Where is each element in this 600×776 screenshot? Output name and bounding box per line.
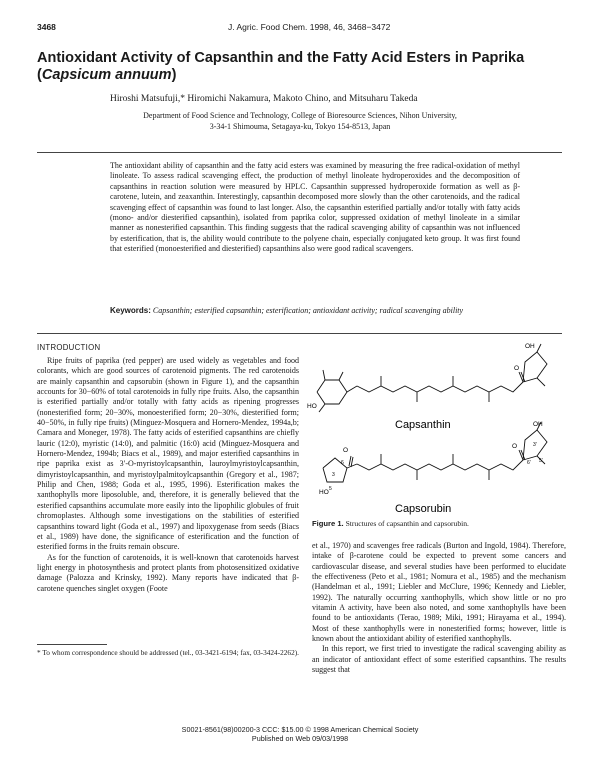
journal-citation: J. Agric. Food Chem. 1998, 46, 3468−3472 (228, 22, 391, 32)
atom-number-5: 5 (329, 486, 332, 492)
capsorubin-o-left-label: O (343, 447, 349, 454)
abstract-bottom-rule (37, 333, 562, 334)
figure-structures (305, 340, 570, 515)
right-column (312, 541, 566, 675)
introduction-heading: INTRODUCTION (37, 343, 101, 352)
atom-number-3-prime: 3′ (533, 442, 537, 448)
capsanthin-structure (317, 344, 547, 412)
capsanthin-oh-label: OH (525, 343, 535, 350)
figure-caption-label: Figure 1. (312, 519, 344, 528)
capsorubin-label: Capsorubin (395, 503, 452, 515)
affiliation-line-1: Department of Food Science and Technology, College of Bioresource Sciences, Nihon University, (143, 111, 457, 120)
keywords-text: Capsanthin; esterified capsanthin; esterification; antioxidant activity; radical scavenging ability (152, 306, 464, 315)
atom-number-5-prime: 5′ (539, 458, 543, 464)
capsanthin-o-label: O (514, 365, 520, 372)
atom-number-3: 3 (332, 472, 335, 478)
right-paragraph-1: et al., 1970) and scavenges free radicals (Burton and Ingold, 1984). Therefore, intake of β-carotene could be expected to prevent some cancers and cardiovascular disease, and several studies have been performed to elucidate the effectiveness (Peto et al., 1981; Nomura et al., 1985) and the mechanism (Handelman et al., 1991; Liebler and McClure, 1996; Kennedy and Liebler, 1992). The naturally occurring xanthophylls, which show little or no pro vitamin A activity, have been also noted, and some xanthophylls have been found to be antioxidants (Terao, 1989; Miki, 1991; Hirayama et al., 1994). Most of these xanthophylls were in nonesterified forms; however, little is known about the antioxidant ability of esterified xanthophylls. (312, 541, 566, 644)
affiliation-line-2: 3-34-1 Shimouma, Setagaya-ku, Tokyo 154-8513, Japan (209, 121, 391, 131)
title-main: Antioxidant Activity of Capsanthin and the Fatty Acid Esters in Paprika ( (37, 50, 525, 83)
intro-paragraph-2: As for the function of carotenoids, it is well-known that carotenoids harvest light energy in photosynthesis and protect plants from photosensitized oxidative damage (Palozza and Krinsky, 1992). Many reports have indicated that β-carotene quenches singlet oxygen (Foote (37, 552, 299, 593)
title-end: ) (171, 67, 177, 83)
footnote-rule (37, 644, 107, 645)
footer-line-1: S0021-8561(98)00200-3 CCC: $15.00 © 1998 American Chemical Society (181, 725, 419, 734)
article-title (37, 50, 567, 84)
right-paragraph-2: In this report, we first tried to investigate the radical scavenging ability as an indicator of antioxidant effect of some esterified capsanthins. The results suggest that (312, 644, 566, 675)
footer-line-2: Published on Web 09/03/1998 (251, 733, 349, 743)
capsorubin-structure (323, 422, 547, 482)
capsorubin-ho-label: HO (319, 489, 329, 496)
capsorubin-o-right-label: O (512, 443, 518, 450)
atom-number-6-prime: 6′ (527, 460, 531, 466)
title-species: Capsicum annuum (41, 67, 172, 83)
abstract-top-rule (37, 152, 562, 153)
page-number: 3468 (37, 22, 56, 32)
intro-paragraph-1: Ripe fruits of paprika (red pepper) are used widely as vegetables and food colorants, which are good sources of carotenoid pigments. The red carotenoids are mainly capsanthin and capsorubin (shown in Figure 1), and the capsanthin accounts for 30−60% of total carotenoids in fully ripe fruits. Also, the capsanthin is esterified partially and/or totally with fatty acids as ripening progresses (nonesterified form; 20−30%, monoesterified form; 20−30%, diesterified form; 40−50%, in fully ripe fruits) (Minguez-Mosquera and Hornero-Mendez, 1994a,b; Camara and Moneger, 1978). The fatty acids of esterified capsanthins are chiefly lauric (12:0), myristic (14:0), and palmitic (16:0) acid (Minguez-Mosquera and Hornero-Mendez, 1994b; Biacs et al., 1989), and major esterified capsanthins in ripe paprika exist as 3′-O-myristoylcapsanthin, lauroylmyristoylcapsanthin, dimyristoylcapsanthin, and myristoylpalmitoylcapsanthin (Gregory et al., 1987; Philip and Chen, 1988; Goda et al., 1995, 1996). Esterification makes the xanthophylls more liposoluble, and, therefore, it is generally believed that the esterified capsanthins accumulate more easily into the lipophilic globules of fruit chromoplastes. Although some investigations on the stabilities of esterified capsanthins toward light (Goda et al., 1997) and lipoxygenase from seeds (Biacs et al., 1989) have done, the significance of esterification and the function of esterified forms in the fruits remain obscure. (37, 356, 299, 552)
keywords-label: Keywords: (110, 306, 151, 315)
figure-caption-text: Structures of capsanthin and capsorubin. (345, 519, 469, 528)
capsorubin-oh-label: OH (533, 421, 543, 428)
footnote: * To whom correspondence should be addressed (tel., 03-3421-6194; fax, 03-3424-2262). (37, 648, 299, 657)
abstract: The antioxidant ability of capsanthin and the fatty acid esters was examined by measuring the free radical-oxidation of methyl linoleate. To assess radical scavenging effect, the production of methyl linoleate hydroperoxides and the decomposition of capsanthins in reaction solution were measured by HPLC. Capsanthin suppressed hydroperoxide formation as well as β-carotene, lutein, and zeaxanthin. Interestingly, capsanthin decomposed more slowly than the other carotenoids, and the radical scavenging effect of capsanthin was found to last longer. Also, the capsanthin esterified partially and/or totally with fatty acids (mono- and/or diesterified capsanthin), isolated from paprika color, suppressed oxidation of methyl linoleate in a similar manner as nonesterified capsanthin. This finding suggests that the radical scavenging ability of capsanthin was not influenced by esterification, that is, the ability would contribute to the polyene chain, especially conjugated keto group. It was first found that esterified (monoesterified and diesterified) capsanthins also were good radical scavengers. (110, 161, 520, 254)
affiliation (0, 111, 600, 132)
figure-caption (312, 519, 567, 528)
capsanthin-ho-label: HO (307, 403, 317, 410)
keywords (110, 306, 520, 316)
footer (0, 726, 600, 743)
atom-number-6: 6 (341, 460, 344, 466)
capsanthin-label: Capsanthin (395, 419, 451, 431)
left-column (37, 356, 299, 594)
authors: Hiroshi Matsufuji,* Hiromichi Nakamura, Makoto Chino, and Mitsuharu Takeda (110, 94, 418, 104)
